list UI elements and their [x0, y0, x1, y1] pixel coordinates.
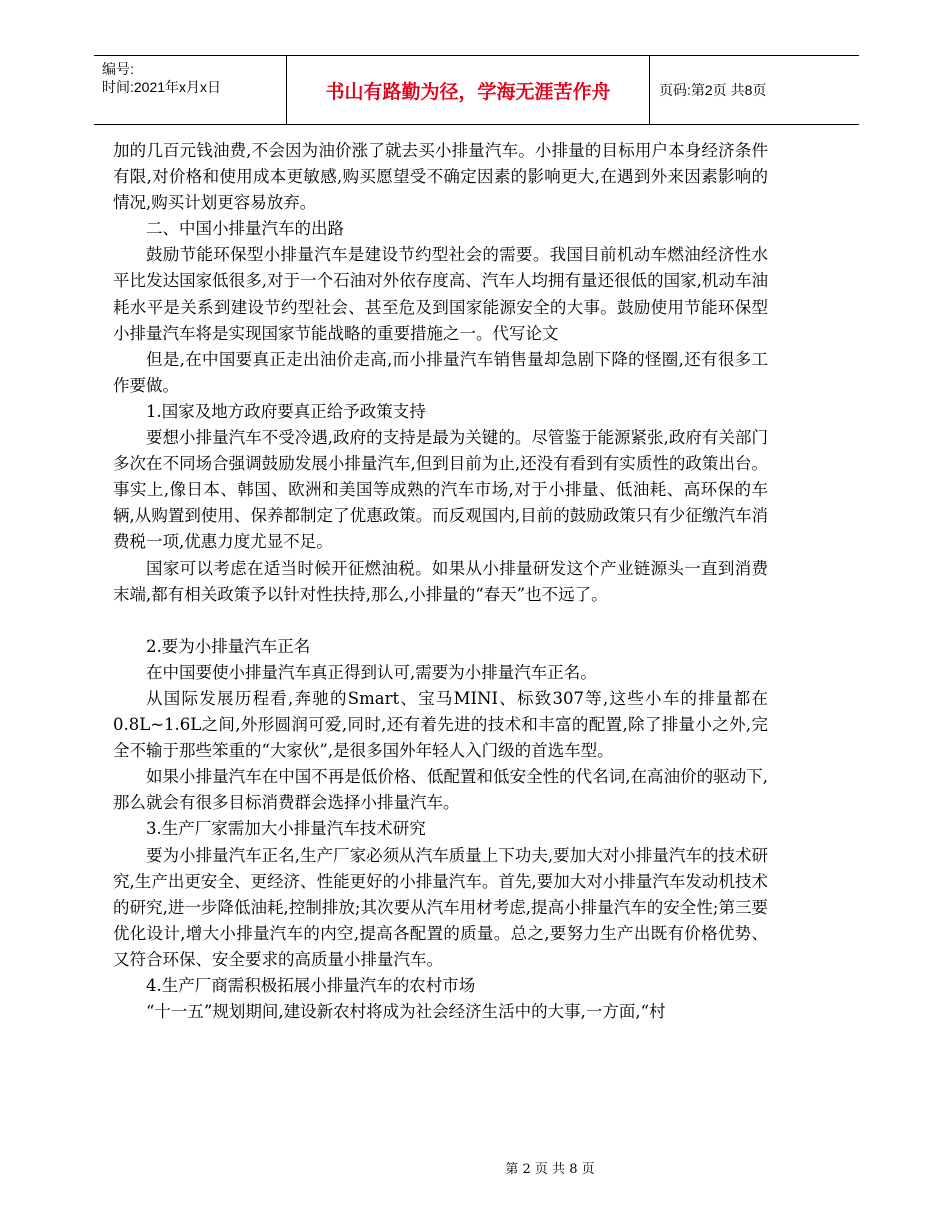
- subsection-heading: 3.生产厂家需加大小排量汽车技术研究: [146, 819, 426, 839]
- header-meta: [102, 60, 292, 96]
- document-body: [113, 138, 768, 1025]
- header-motto: 书山有路勤为径，学海无涯苦作舟: [325, 80, 611, 103]
- paragraph: 从国际发展历程看,奔驰的Smart、宝马MINI、标致307等,这些小车的排量都在0.8L~1.6L之间,外形圆润可爱,同时,还有着先进的技术和丰富的配置,除了排量小之外,完全不输于那些笨重的“大家伙”,是很多国外年轻人入门级的首选车型。: [113, 688, 768, 761]
- subsection-heading: 2.要为小排量汽车正名: [146, 636, 311, 656]
- subsection-heading: 1.国家及地方政府要真正给予政策支持: [146, 401, 426, 421]
- paragraph: 要为小排量汽车正名,生产厂家必须从汽车质量上下功夫,要加大对小排量汽车的技术研究,生产出更安全、更经济、性能更好的小排量汽车。首先,要加大对小排量汽车发动机技术的研究,进一步降低油耗,控制排放;其次要从汽车用材考虑,提高小排量汽车的安全性;第三要优化设计,增大小排量汽车的内空,提高各配置的质量。总之,要努力生产出既有价格优势、又符合环保、安全要求的高质量小排量汽车。: [113, 845, 768, 969]
- paragraph: 但是,在中国要真正走出油价走高,而小排量汽车销售量却急剧下降的怪圈,还有很多工作要做。: [113, 349, 768, 395]
- header-page-info: 页码:第2页 共8页: [659, 82, 767, 98]
- page-header: [94, 55, 859, 125]
- section-heading: 二、中国小排量汽车的出路: [146, 219, 344, 239]
- blank-line: [113, 608, 768, 634]
- document-time-label: 时间:2021年x月x日: [102, 79, 222, 95]
- footer-page-number: 第 2 页 共 8 页: [505, 1162, 595, 1177]
- header-divider: [649, 56, 650, 124]
- paragraph: “十一五”规划期间,建设新农村将成为社会经济生活中的大事,一方面,“村: [146, 1002, 666, 1022]
- subsection-heading: 4.生产厂商需积极拓展小排量汽车的农村市场: [146, 976, 476, 995]
- paragraph: 如果小排量汽车在中国不再是低价格、低配置和低安全性的代名词,在高油价的驱动下,那么就会有很多目标消费群会选择小排量汽车。: [113, 767, 768, 813]
- paragraph: 在中国要使小排量汽车真正得到认可,需要为小排量汽车正名。: [146, 662, 597, 682]
- paragraph: 加的几百元钱油费,不会因为油价涨了就去买小排量汽车。小排量的目标用户本身经济条件有限,对价格和使用成本更敏感,购买愿望受不确定因素的影响更大,在遇到外来因素影响的情况,购买计划更容易放弃。: [113, 141, 768, 213]
- document-number-label: 编号:: [102, 61, 134, 77]
- paragraph: 要想小排量汽车不受冷遇,政府的支持是最为关键的。尽管鉴于能源紧张,政府有关部门多次在不同场合强调鼓励发展小排量汽车,但到目前为止,还没有看到有实质性的政策出台。事实上,像日本、韩国、欧洲和美国等成熟的汽车市场,对于小排量、低油耗、高环保的车辆,从购置到使用、保养都制定了优惠政策。而反观国内,目前的鼓励政策只有少征缴汽车消费税一项,优惠力度尤显不足。: [113, 428, 768, 552]
- paragraph: 国家可以考虑在适当时候开征燃油税。如果从小排量研发这个产业链源头一直到消费末端,都有相关政策予以针对性扶持,那么,小排量的“春天”也不远了。: [113, 558, 768, 604]
- page-footer: [0, 1158, 950, 1177]
- paragraph: 鼓励节能环保型小排量汽车是建设节约型社会的需要。我国目前机动车燃油经济性水平比发达国家低很多,对于一个石油对外依存度高、汽车人均拥有量还很低的国家,机动车油耗水平是关系到建设节约型社会、甚至危及到国家能源安全的大事。鼓励使用节能环保型小排量汽车将是实现国家节能战略的重要措施之一。代写论文: [113, 245, 768, 343]
